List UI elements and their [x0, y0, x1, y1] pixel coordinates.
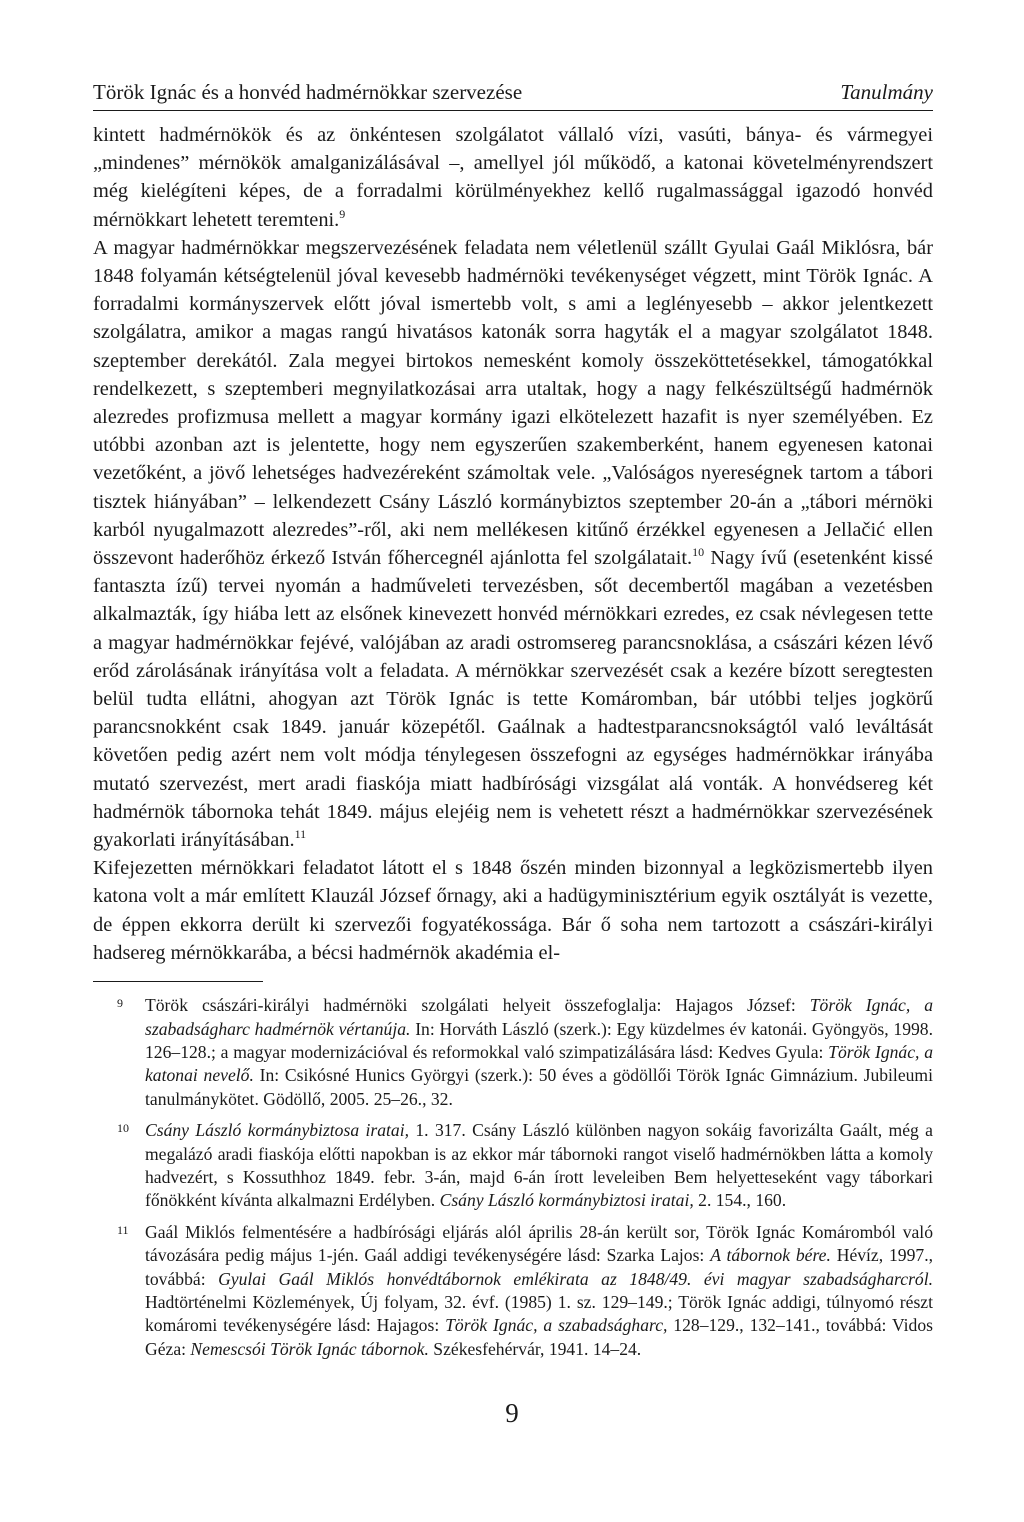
- footnote-10: [117, 1119, 933, 1213]
- paragraph-2: [93, 234, 933, 854]
- footnote-number: 9: [117, 996, 123, 1011]
- footnote-segment: Hévíz, 1997., továbbá:: [145, 1245, 933, 1289]
- footnote-segment: 1. 317. Csány László különben nagyon sokáig favorizálta Gaált, még a megalázó aradi fiaskója előtti napokban is az ekkor már tábornoki rangot viselő hadmérnökben látta a komoly hadvezért, s Kossuthhoz 1849. febr. 3-án, majd 6-án írott leveleiben Bem helyetteseként vagy táborkari főnökként kívánta alkalmazni Erdélyben.: [145, 1120, 933, 1211]
- footnote-italic-title: Csány László kormánybiztosi iratai,: [439, 1190, 694, 1211]
- footnote-segment: In: Csikósné Hunics Györgyi (szerk.): 50 éves a gödöllői Török Ignác Gimnázium. Jubileumi tanulmánykötet. Gödöllő, 2005. 25–26., 32.: [145, 1065, 933, 1109]
- paragraph-1-text: kintett hadmérnökök és az önkéntesen szolgálatot vállaló vízi, vasúti, bánya- és vármegyei „mindenes” mérnökök amalganizálásával –, amellyel jól működő, a katonai követelményrendszert még kielégíteni képes, de a forradalmi körülményekhez kellő rugalmassággal igazodó honvéd mérnökkart lehetett teremteni.: [93, 124, 933, 231]
- footnote-italic-title: A tábornok bére.: [710, 1245, 831, 1266]
- footnote-italic-title: Török Ignác, a katonai nevelő.: [145, 1041, 933, 1086]
- footnote-11: [117, 1221, 933, 1361]
- footnote-text: [145, 1221, 933, 1361]
- footnote-italic-title: Nemescsói Török Ignác tábornok.: [190, 1338, 429, 1359]
- footnote-ref-10[interactable]: 10: [692, 545, 705, 560]
- footnote-italic-title: Gyulai Gaál Miklós honvédtábornok emlékirata az 1848/49. évi magyar szabadságharcról.: [218, 1268, 933, 1289]
- document-page: [93, 80, 933, 1369]
- footnote-segment: 128–129., 132–141., továbbá: Vidos Géza:: [145, 1315, 933, 1359]
- footnote-segment: In: Horváth László (szerk.): Egy küzdelmes év katonái. Gyöngyös, 1998. 126–128.; a magyar modernizációval és reformokkal való szimpatizálására lásd: Kedves Gyula:: [145, 1018, 933, 1062]
- paragraph-3: [93, 854, 933, 967]
- footnote-segment: 2. 154., 160.: [693, 1190, 787, 1211]
- paragraph-3-text: Kifejezetten mérnökkari feladatot látott el s 1848 őszén minden bizonnyal a legközismertebb ilyen katona volt a már említett Klauzál József őrnagy, aki a hadügyminisztérium egyik osztályát is vezette, de éppen ekkorra derült ki szervezői fogyatékossága. Bár ő soha nem tartozott a császári-királyi hadsereg mérnökkarába, a bécsi hadmérnök akadémia el-: [93, 857, 933, 964]
- footnote-number: 10: [117, 1121, 129, 1136]
- paragraph-2-text-a: A magyar hadmérnökkar megszervezésének feladata nem véletlenül szállt Gyulai Gaál Miklósra, bár 1848 folyamán kétségtelenül jóval kevesebb hadmérnöki tevékenységet végzett, mint Török Ignác. A forradalmi kormányszervek előtt jóval ismertebb volt, s ami a leglényesebb – akkor jelentkezett szolgálatra, amikor a magas rangú hivatásos katonák sorra hagyták el a magyar szolgálatot 1848. szeptember derekától. Zala megyei birtokos nemesként komoly összeköttetésekkel, támogatókkal rendelkezett, s szeptemberi megnyilatkozásai arra utaltak, hogy a nagy felkészültségű hadmérnök alezredes profizmusa mellett a magyar kormány igazi elkötelezett hazafit is nyer személyében. Ez utóbbi azonban azt is jelentette, hogy nem egyszerűen szakemberként, hanem egyenesen katonai vezetőként, a jövő lehetséges hadvezéreként számoltak vele. „Valóságos nyereségnek tartom a tábori tisztek hiányában” – lelkendezett Csány László kormánybiztos szeptember 20-án a „tábori mérnöki karból nyugalmazott alezredes”-ről, aki nem mellékesen kitűnő érzékkel egyenesen a Jellačić ellen összevont haderőhöz érkező István főhercegnél ajánlotta fel szolgálatait.: [93, 236, 933, 570]
- footnote-divider: [93, 981, 263, 982]
- footnote-segment: Székesfehérvár, 1941. 14–24.: [428, 1338, 642, 1359]
- footnote-9: [117, 994, 933, 1111]
- footnotes: [93, 994, 933, 1361]
- footnote-segment: Hadtörténelmi Közlemények, Új folyam, 32. évf. (1985) 1. sz. 129–149.; Török Ignác addigi, túlnyomó részt komáromi tevékenységére lásd: Hajagos:: [145, 1291, 933, 1336]
- main-text: [93, 121, 933, 967]
- paragraph-2-text-b: Nagy ívű (esetenként kissé fantaszta ízű) tervei nyomán a hadműveleti tervezésben, sőt decembertől magában a vezetésben alkalmazták, így hiába lett az elsőnek kinevezett honvéd mérnökkari ezredes, ez csak névlegesen tette a magyar hadmérnökkar fejévé, valójában az aradi ostromsereg parancsnoklása, a császári kézen lévő erőd zárolásának irányítása volt a feladata. A mérnökkar szervezését csak a kezére bízott seregtesten belül tudta ellátni, ahogyan azt Török Ignác is tette Komáromban, bár utóbbi teljes jogkörű parancsnokként csak 1849. január közepétől. Gaálnak a hadtestparancsnokságtól való leváltását követően pedig azért nem volt módja ténylegesen összefogni az egységes hadmérnökkar irányába mutató szervezést, mert aradi fiaskója miatt hadbírósági vizsgálat alá vonták. A honvédsereg két hadmérnök tábornoka tehát 1849. május elejéig nem is vehetett részt a hadmérnökkar szervezésének gyakorlati irányításában.: [93, 547, 933, 852]
- header-section-label: Tanulmány: [840, 80, 933, 104]
- footnote-segment: Török császári-királyi hadmérnöki szolgálati helyeit összefoglalja: Hajagos József:: [145, 995, 810, 1016]
- running-header: [93, 80, 933, 111]
- footnote-italic-title: Török Ignác, a szabadságharc,: [445, 1315, 668, 1336]
- paragraph-1: [93, 121, 933, 234]
- footnote-ref-11[interactable]: 11: [294, 827, 307, 842]
- footnote-number: 11: [117, 1222, 129, 1237]
- footnote-italic-title: Török Ignác, a szabadságharc hadmérnök vértanúja.: [145, 995, 933, 1039]
- footnote-italic-title: Csány László kormánybiztosa iratai,: [145, 1120, 409, 1141]
- footnote-ref-9[interactable]: 9: [339, 206, 346, 221]
- page-number: 9: [505, 1398, 519, 1428]
- header-title: Török Ignác és a honvéd hadmérnökkar szervezése: [93, 80, 523, 104]
- footnote-text: [145, 994, 933, 1111]
- footnote-segment: Gaál Miklós felmentésére a hadbírósági eljárás alól április 28-án került sor, Török Ignác Komáromból való távozására pedig május 1-jén. Gaál addigi tevékenységére lásd: Szarka Lajos:: [145, 1221, 933, 1266]
- footnote-text: [145, 1119, 933, 1213]
